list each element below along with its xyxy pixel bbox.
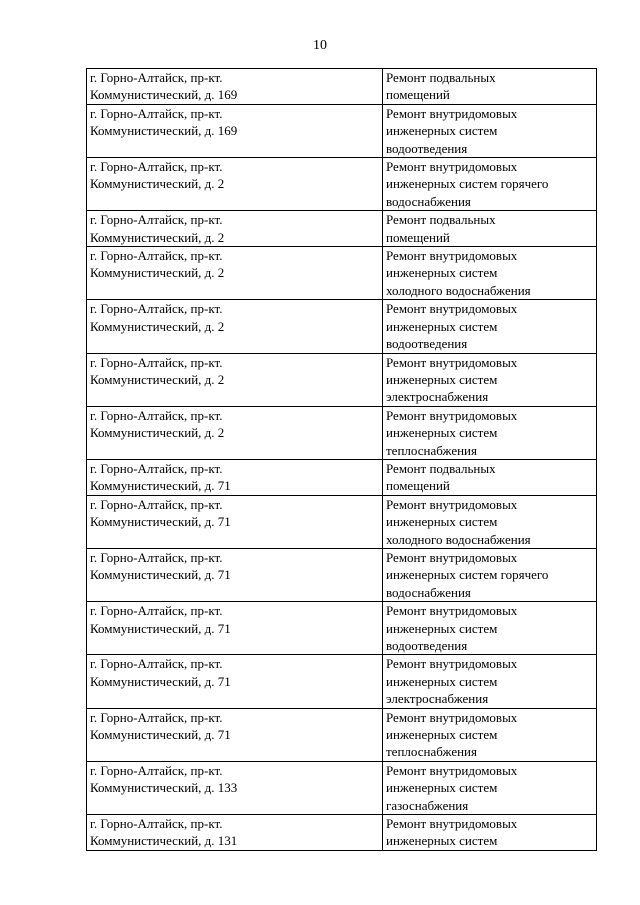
table-row bbox=[87, 300, 597, 353]
table-row bbox=[87, 406, 597, 459]
address-cell: г. Горно-Алтайск, пр-кт. Коммунистический, д. 2 bbox=[87, 353, 383, 406]
table-row bbox=[87, 815, 597, 851]
table-row bbox=[87, 761, 597, 814]
table-row bbox=[87, 353, 597, 406]
work-type-cell: Ремонт внутридомовых инженерных систем водоотведения bbox=[383, 602, 597, 655]
table-row bbox=[87, 602, 597, 655]
address-cell: г. Горно-Алтайск, пр-кт. Коммунистический, д. 2 bbox=[87, 158, 383, 211]
address-cell: г. Горно-Алтайск, пр-кт. Коммунистический, д. 2 bbox=[87, 247, 383, 300]
address-cell: г. Горно-Алтайск, пр-кт. Коммунистический, д. 71 bbox=[87, 548, 383, 601]
work-type-cell: Ремонт внутридомовых инженерных систем холодного водоснабжения bbox=[383, 247, 597, 300]
work-type-cell: Ремонт подвальных помещений bbox=[383, 69, 597, 105]
work-type-cell: Ремонт внутридомовых инженерных систем водоотведения bbox=[383, 104, 597, 157]
address-cell: г. Горно-Алтайск, пр-кт. Коммунистический, д. 71 bbox=[87, 602, 383, 655]
work-type-cell: Ремонт внутридомовых инженерных систем электроснабжения bbox=[383, 655, 597, 708]
address-cell: г. Горно-Алтайск, пр-кт. Коммунистический, д. 71 bbox=[87, 495, 383, 548]
table-row bbox=[87, 158, 597, 211]
page-number: 10 bbox=[313, 38, 327, 53]
address-cell: г. Горно-Алтайск, пр-кт. Коммунистический, д. 169 bbox=[87, 69, 383, 105]
table-row bbox=[87, 655, 597, 708]
work-type-cell: Ремонт внутридомовых инженерных систем теплоснабжения bbox=[383, 708, 597, 761]
work-type-cell: Ремонт внутридомовых инженерных систем теплоснабжения bbox=[383, 406, 597, 459]
table-row bbox=[87, 548, 597, 601]
work-type-cell: Ремонт внутридомовых инженерных систем bbox=[383, 815, 597, 851]
address-cell: г. Горно-Алтайск, пр-кт. Коммунистический, д. 133 bbox=[87, 761, 383, 814]
work-type-cell: Ремонт подвальных помещений bbox=[383, 459, 597, 495]
address-cell: г. Горно-Алтайск, пр-кт. Коммунистический, д. 131 bbox=[87, 815, 383, 851]
address-cell: г. Горно-Алтайск, пр-кт. Коммунистический, д. 71 bbox=[87, 655, 383, 708]
works-table bbox=[86, 68, 597, 851]
address-cell: г. Горно-Алтайск, пр-кт. Коммунистический, д. 169 bbox=[87, 104, 383, 157]
table-row bbox=[87, 69, 597, 105]
address-cell: г. Горно-Алтайск, пр-кт. Коммунистический, д. 2 bbox=[87, 300, 383, 353]
table-row bbox=[87, 708, 597, 761]
address-cell: г. Горно-Алтайск, пр-кт. Коммунистический, д. 71 bbox=[87, 459, 383, 495]
table-row bbox=[87, 459, 597, 495]
work-type-cell: Ремонт внутридомовых инженерных систем горячего водоснабжения bbox=[383, 158, 597, 211]
address-cell: г. Горно-Алтайск, пр-кт. Коммунистический, д. 2 bbox=[87, 211, 383, 247]
table-row bbox=[87, 211, 597, 247]
work-type-cell: Ремонт внутридомовых инженерных систем холодного водоснабжения bbox=[383, 495, 597, 548]
work-type-cell: Ремонт внутридомовых инженерных систем газоснабжения bbox=[383, 761, 597, 814]
work-type-cell: Ремонт внутридомовых инженерных систем электроснабжения bbox=[383, 353, 597, 406]
table-row bbox=[87, 247, 597, 300]
work-type-cell: Ремонт внутридомовых инженерных систем водоотведения bbox=[383, 300, 597, 353]
table-row bbox=[87, 495, 597, 548]
works-table-body bbox=[87, 69, 597, 851]
address-cell: г. Горно-Алтайск, пр-кт. Коммунистический, д. 2 bbox=[87, 406, 383, 459]
work-type-cell: Ремонт внутридомовых инженерных систем горячего водоснабжения bbox=[383, 548, 597, 601]
address-cell: г. Горно-Алтайск, пр-кт. Коммунистический, д. 71 bbox=[87, 708, 383, 761]
work-type-cell: Ремонт подвальных помещений bbox=[383, 211, 597, 247]
table-row bbox=[87, 104, 597, 157]
